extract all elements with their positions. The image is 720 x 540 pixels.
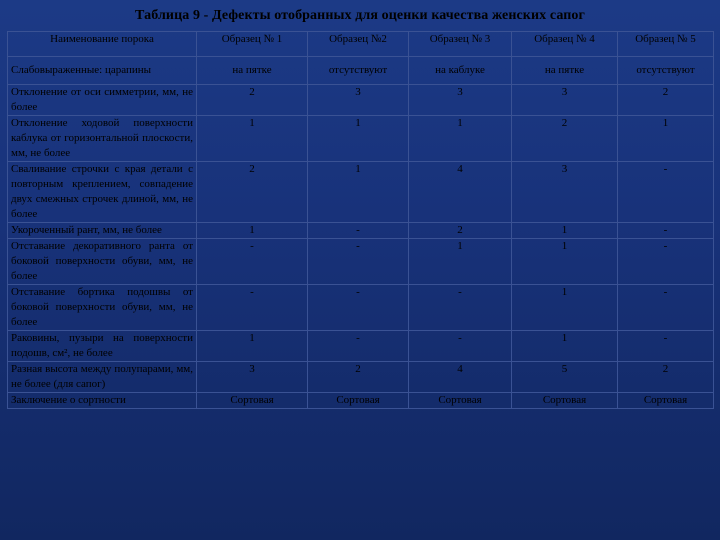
- defect-name-cell: Отставание декоративного ранта от боковой поверхности обуви, мм, не более: [8, 239, 197, 285]
- value-cell: 2: [308, 362, 409, 393]
- defect-name-cell: Заключение о сортности: [8, 393, 197, 409]
- table-row-conclusion: [8, 393, 714, 409]
- value-cell: на пятке: [512, 57, 618, 85]
- value-cell: -: [308, 239, 409, 285]
- header-cell-sample-2: Образец №2: [308, 32, 409, 57]
- value-cell: 2: [409, 223, 512, 239]
- table-row: [8, 285, 714, 331]
- header-cell-sample-3: Образец № 3: [409, 32, 512, 57]
- table-row: [8, 331, 714, 362]
- value-cell: 3: [512, 85, 618, 116]
- defect-name-cell: Разная высота между полупарами, мм, не более (для сапог): [8, 362, 197, 393]
- value-cell: отсутствуют: [618, 57, 714, 85]
- table-row: [8, 57, 714, 85]
- value-cell: 2: [618, 362, 714, 393]
- value-cell: Сортовая: [618, 393, 714, 409]
- value-cell: на пятке: [197, 57, 308, 85]
- header-cell-sample-5: Образец № 5: [618, 32, 714, 57]
- value-cell: -: [409, 331, 512, 362]
- defect-name-cell: Отклонение от оси симметрии, мм, не более: [8, 85, 197, 116]
- defect-name-cell: Сваливание строчки с края детали с повторным креплением, совпадение двух смежных строчек длиной, мм, не более: [8, 162, 197, 223]
- table-row: [8, 85, 714, 116]
- defect-name-cell: Отклонение ходовой поверхности каблука от горизонтальной плоскости, мм, не более: [8, 116, 197, 162]
- table-row: [8, 223, 714, 239]
- value-cell: 1: [197, 223, 308, 239]
- value-cell: 1: [409, 239, 512, 285]
- value-cell: 2: [197, 85, 308, 116]
- defect-name-cell: Слабовыраженные: царапины: [8, 57, 197, 85]
- value-cell: -: [618, 162, 714, 223]
- header-cell-sample-1: Образец № 1: [197, 32, 308, 57]
- value-cell: -: [308, 285, 409, 331]
- value-cell: -: [618, 285, 714, 331]
- defect-name-cell: Укороченный рант, мм, не более: [8, 223, 197, 239]
- value-cell: 5: [512, 362, 618, 393]
- value-cell: Сортовая: [197, 393, 308, 409]
- value-cell: 2: [618, 85, 714, 116]
- value-cell: -: [409, 285, 512, 331]
- value-cell: 4: [409, 362, 512, 393]
- value-cell: 3: [409, 85, 512, 116]
- value-cell: -: [618, 239, 714, 285]
- value-cell: -: [308, 331, 409, 362]
- defect-name-cell: Отставание бортика подошвы от боковой поверхности обуви, мм, не более: [8, 285, 197, 331]
- value-cell: 4: [409, 162, 512, 223]
- value-cell: на каблуке: [409, 57, 512, 85]
- header-cell-defect-name: Наименование порока: [8, 32, 197, 57]
- value-cell: 1: [512, 239, 618, 285]
- value-cell: 1: [512, 331, 618, 362]
- value-cell: 2: [512, 116, 618, 162]
- value-cell: -: [197, 239, 308, 285]
- header-cell-sample-4: Образец № 4: [512, 32, 618, 57]
- value-cell: 3: [512, 162, 618, 223]
- table-row: [8, 239, 714, 285]
- value-cell: отсутствуют: [308, 57, 409, 85]
- defect-name-cell: Раковины, пузыри на поверхности подошв, см², не более: [8, 331, 197, 362]
- value-cell: Сортовая: [308, 393, 409, 409]
- defects-table: [7, 31, 714, 409]
- table-row: [8, 362, 714, 393]
- value-cell: 3: [197, 362, 308, 393]
- value-cell: 1: [512, 285, 618, 331]
- value-cell: 1: [618, 116, 714, 162]
- value-cell: -: [618, 223, 714, 239]
- table-row: [8, 162, 714, 223]
- value-cell: Сортовая: [409, 393, 512, 409]
- value-cell: 1: [512, 223, 618, 239]
- value-cell: 2: [197, 162, 308, 223]
- value-cell: 1: [308, 162, 409, 223]
- table-row: [8, 116, 714, 162]
- header-row: [8, 32, 714, 57]
- value-cell: -: [197, 285, 308, 331]
- value-cell: Сортовая: [512, 393, 618, 409]
- value-cell: 1: [308, 116, 409, 162]
- value-cell: -: [618, 331, 714, 362]
- value-cell: 1: [409, 116, 512, 162]
- value-cell: 1: [197, 331, 308, 362]
- table-title: Таблица 9 - Дефекты отобранных для оценки качества женских сапог: [135, 8, 585, 23]
- value-cell: 3: [308, 85, 409, 116]
- value-cell: 1: [197, 116, 308, 162]
- value-cell: -: [308, 223, 409, 239]
